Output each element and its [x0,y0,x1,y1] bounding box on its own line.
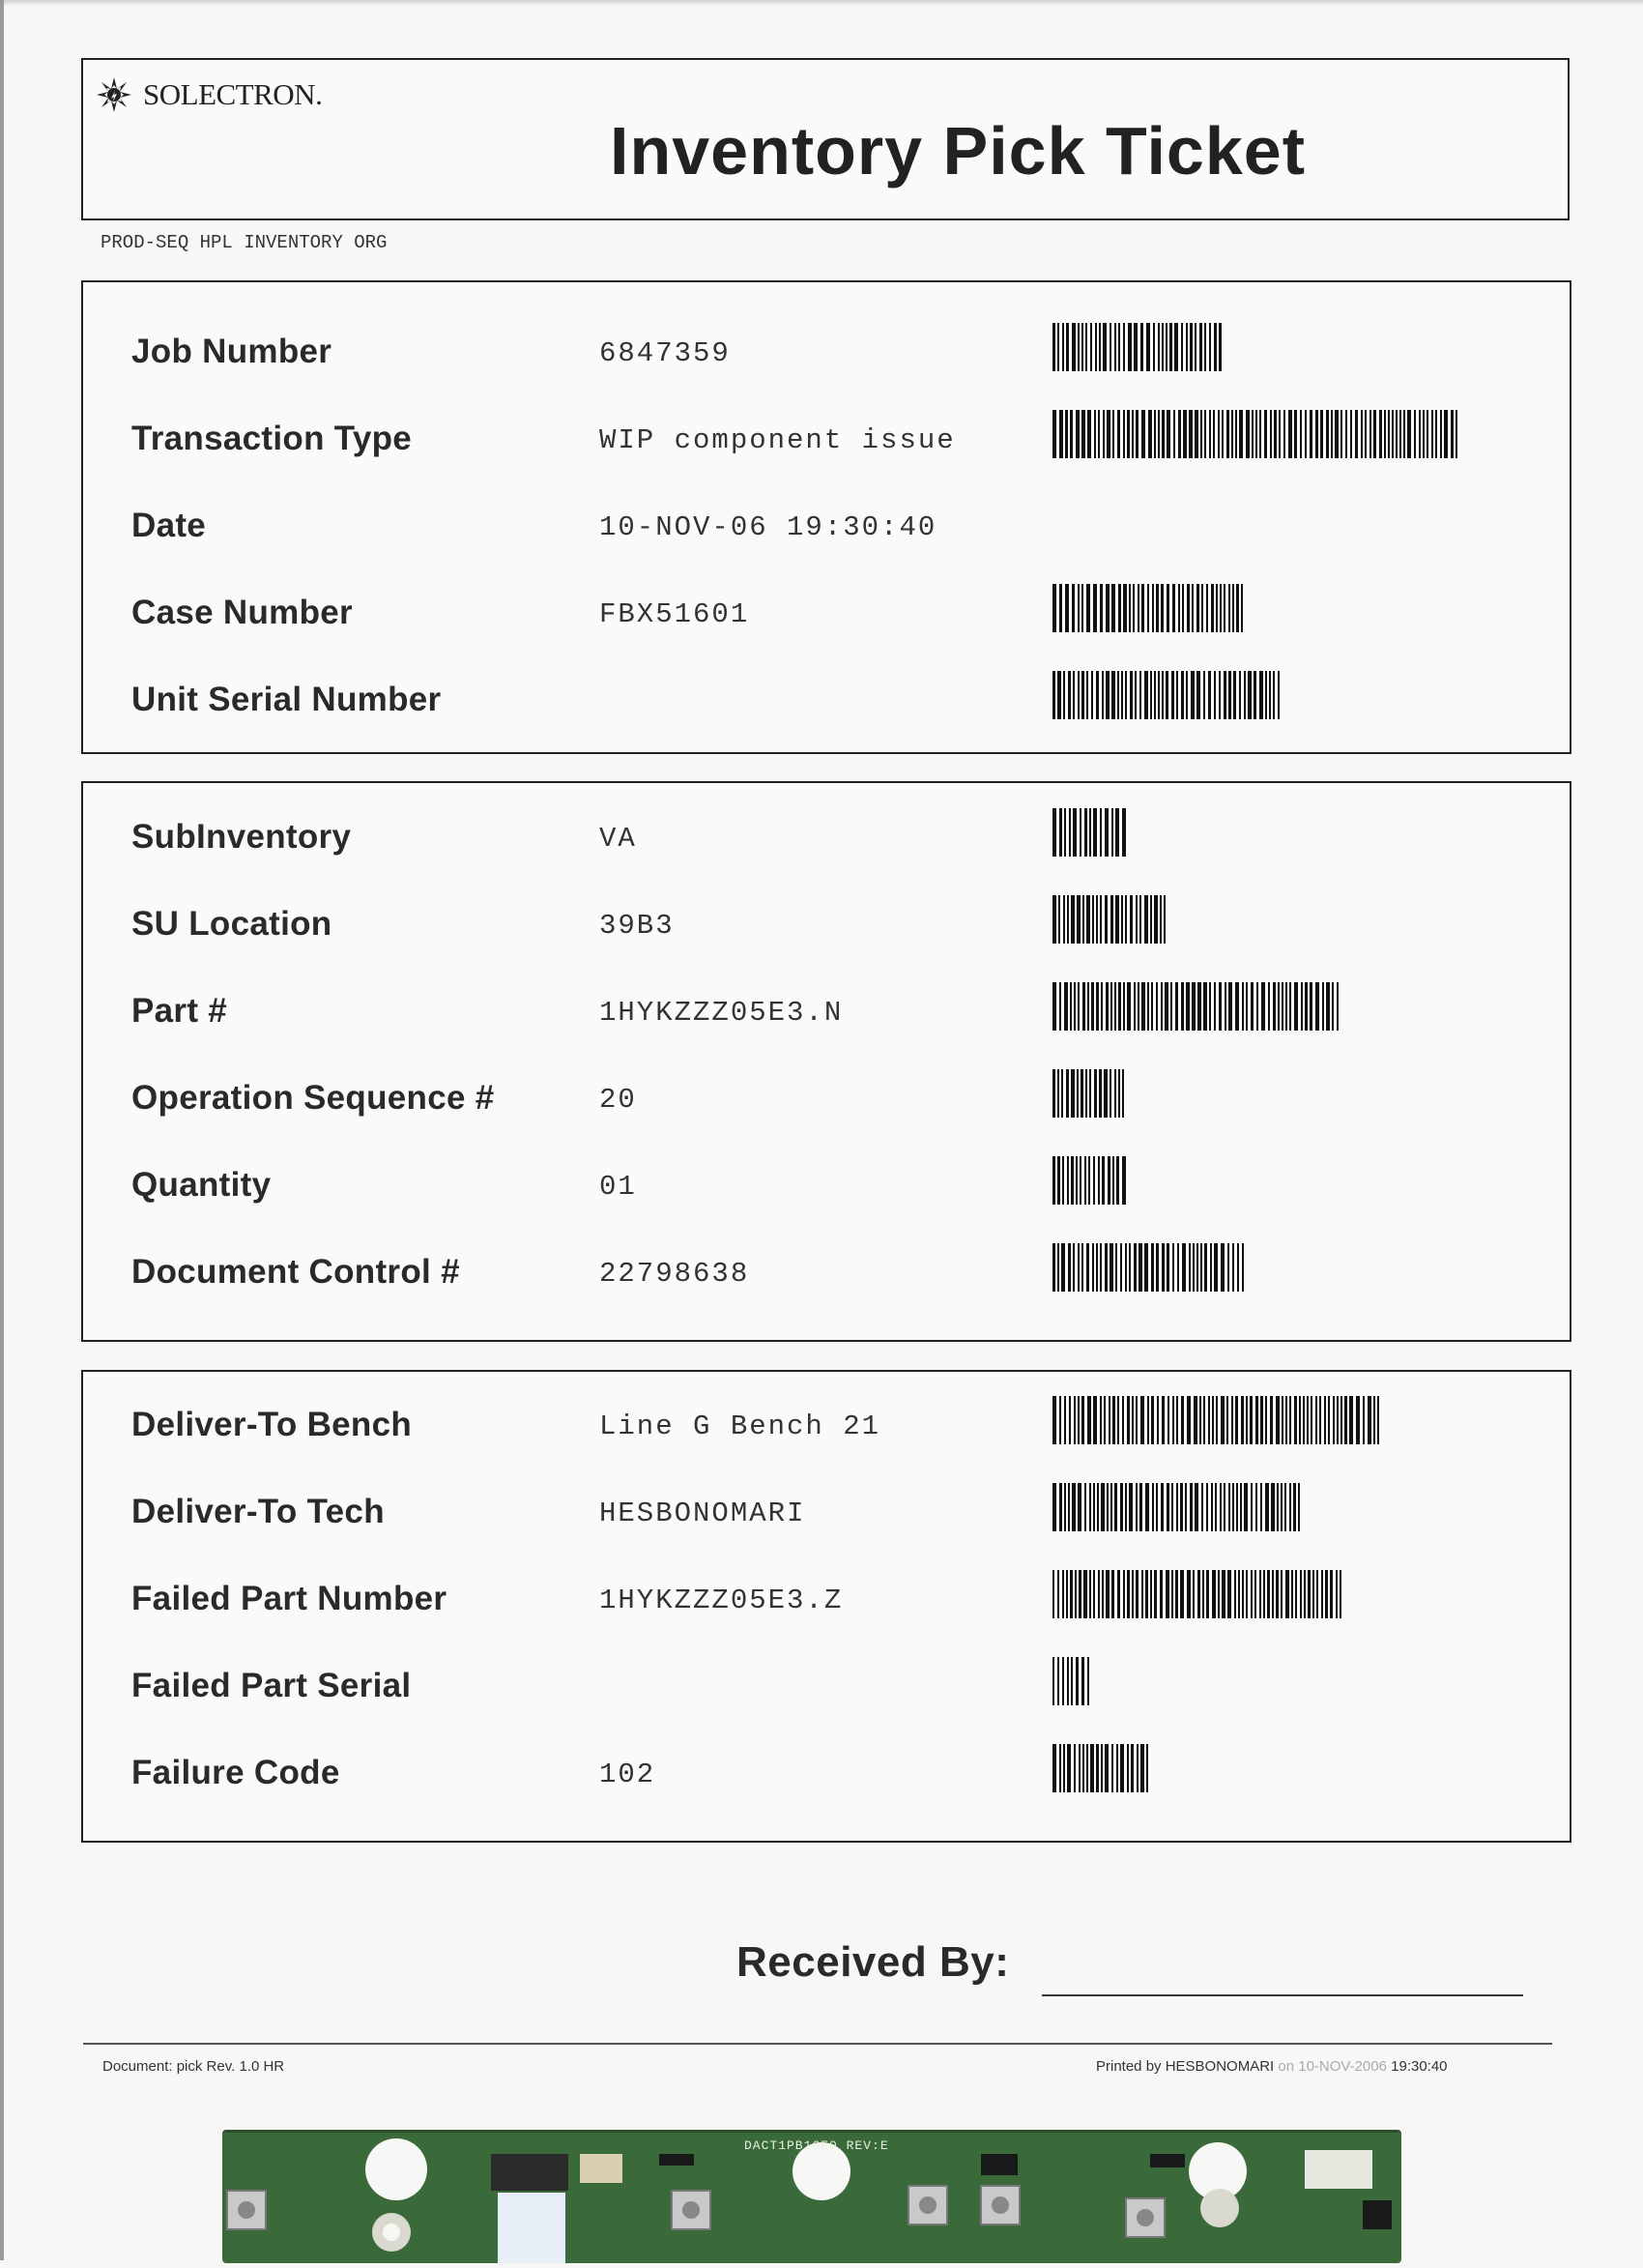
field-row [83,808,1570,866]
barcode [1052,584,1246,632]
field-value: Line G Bench 21 [599,1410,881,1442]
signature-line [1042,1994,1523,1996]
field-value: HESBONOMARI [599,1497,806,1529]
field-row [83,1156,1570,1214]
field-label: SubInventory [131,818,352,856]
field-label: Transaction Type [131,420,413,457]
barcode [1052,1483,1302,1531]
printed-by [1096,2058,1448,2075]
field-value: WIP component issue [599,424,956,456]
field-value: 1HYKZZZ05E3.N [599,997,844,1029]
circuit-board-image [222,2130,1401,2263]
part-info-section [81,781,1571,1342]
field-row [83,1243,1570,1301]
document-revision: Document: pick Rev. 1.0 HR [102,2058,285,2075]
field-value: 6847359 [599,337,731,369]
barcode [1052,1657,1089,1705]
field-label: Failed Part Serial [131,1667,412,1704]
field-row [83,497,1570,555]
field-row [83,1570,1570,1628]
barcode [1052,1156,1128,1205]
printed-date: on 10-NOV-2006 [1278,2058,1387,2075]
field-value: VA [599,823,637,855]
barcode [1052,982,1342,1031]
brand-name: SOLECTRON. [143,77,323,111]
barcode [1052,323,1225,371]
pcb-silkscreen-label: DACT1PB16E0 REV:E [744,2138,889,2153]
field-row [83,410,1570,468]
field-label: Case Number [131,594,353,631]
field-row [83,1483,1570,1541]
barcode [1052,1069,1128,1118]
field-row [83,1069,1570,1127]
field-label: Deliver-To Tech [131,1493,385,1530]
printed-by-user: Printed by HESBONOMARI [1096,2058,1279,2075]
header-box [81,58,1570,220]
field-label: Deliver-To Bench [131,1406,413,1443]
solectron-logo-icon [95,75,133,114]
barcode [1052,671,1283,719]
job-info-section [81,280,1571,754]
field-row [83,1744,1570,1802]
delivery-info-section [81,1370,1571,1843]
paper-top-edge [0,0,1643,6]
barcode [1052,410,1458,458]
barcode [1052,895,1168,944]
received-by-label: Received By: [736,1938,1010,1986]
field-row [83,1396,1570,1454]
page-title: Inventory Pick Ticket [610,113,1307,189]
field-value: 1HYKZZZ05E3.Z [599,1585,844,1616]
barcode [1052,1570,1342,1618]
field-row [83,895,1570,953]
paper-left-edge [0,0,4,2260]
field-label: SU Location [131,905,332,943]
field-value: 10-NOV-06 19:30:40 [599,511,937,543]
field-label: Job Number [131,333,332,370]
barcode [1052,1744,1149,1792]
barcode [1052,1243,1244,1292]
field-row [83,982,1570,1040]
field-label: Operation Sequence # [131,1079,495,1117]
field-row [83,1657,1570,1715]
field-value: 102 [599,1759,656,1790]
footer-divider [83,2043,1552,2045]
field-label: Quantity [131,1166,272,1204]
printed-time: 19:30:40 [1386,2058,1448,2075]
inventory-org: PROD-SEQ HPL INVENTORY ORG [101,232,388,253]
barcode [1052,808,1128,857]
field-value: 39B3 [599,910,675,942]
field-label: Document Control # [131,1253,460,1291]
field-label: Part # [131,992,228,1030]
field-value: 20 [599,1084,637,1116]
field-value: 01 [599,1171,637,1203]
field-row [83,671,1570,729]
field-value: FBX51601 [599,598,750,630]
field-value: 22798638 [599,1258,750,1290]
field-label: Date [131,507,207,544]
barcode [1052,1396,1379,1444]
field-row [83,584,1570,642]
field-row [83,323,1570,381]
field-label: Failure Code [131,1754,340,1791]
company-logo [95,75,322,114]
field-label: Failed Part Number [131,1580,447,1617]
field-label: Unit Serial Number [131,681,442,718]
